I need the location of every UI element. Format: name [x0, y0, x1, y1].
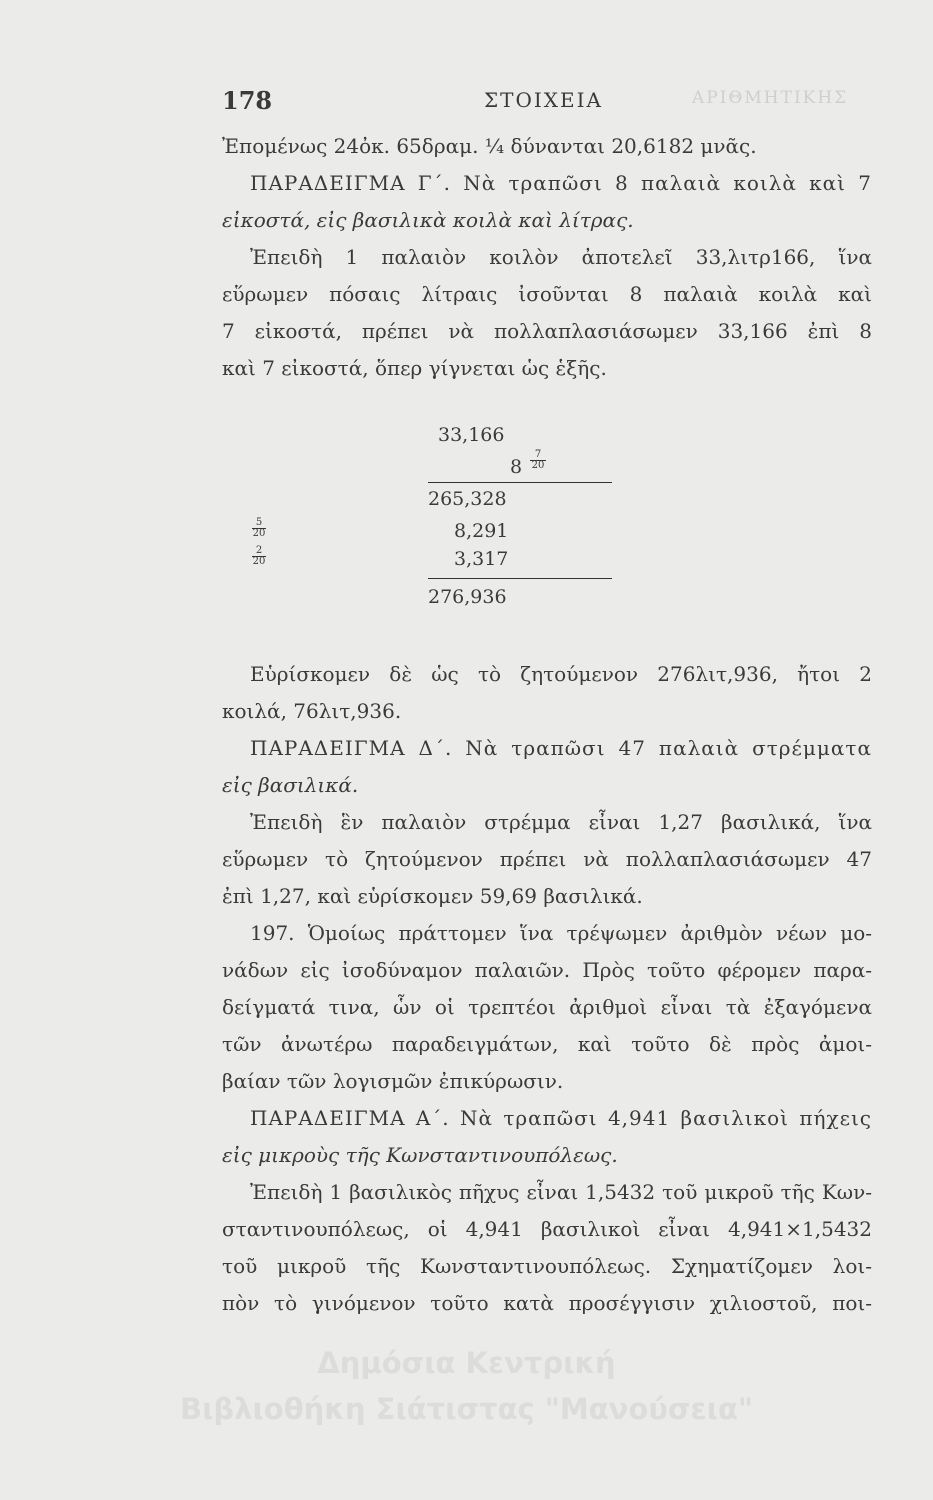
text-line: δείγματά τινα, ὧν οἱ τρεπτέοι ἀριθμοὶ εἶναι τὰ ἐξαγόμενα: [222, 995, 872, 1019]
side-fraction-1: [252, 518, 266, 539]
library-watermark-line-2: Βιβλιοθήκη Σιάτιστας "Μανούσεια": [179, 1392, 753, 1426]
text-line: εὕρωμεν πόσαις λίτραις ἰσοῦνται 8 παλαιὰ κοιλὰ καὶ: [222, 282, 872, 306]
fraction-denominator: 20: [252, 528, 266, 539]
text-line: κοιλά, 76λιτ,936.: [222, 699, 402, 723]
text-line: πὸν τὸ γινόμενον τοῦτο κατὰ προσέγγισιν χιλιοστοῦ, ποι-: [222, 1291, 872, 1315]
text-block-top: [222, 128, 872, 387]
example-heading-a: ΠΑΡΑΔΕΙΓΜΑ Α΄. Νὰ τραπῶσι 4,941 βασιλικοὶ πήχεις: [250, 1106, 872, 1130]
section-197-start: 197. Ὁμοίως πράττομεν ἵνα τρέψωμεν ἀριθμὸν νέων μο-: [250, 921, 872, 945]
text-line: ἐπὶ 1,27, καὶ εὑρίσκομεν 59,69 βασιλικά.: [222, 884, 643, 908]
fraction-numerator: 2: [255, 545, 263, 556]
text-line: εὕρωμεν τὸ ζητούμενον πρέπει νὰ πολλαπλασιάσωμεν 47: [222, 847, 872, 871]
text-line: Ἐπειδὴ 1 βασιλικὸς πῆχυς εἶναι 1,5432 τοῦ μικροῦ τῆς Κων-: [250, 1180, 872, 1204]
running-title: ΣΤΟΙΧΕΙΑ: [484, 88, 603, 112]
text-line: τοῦ μικροῦ τῆς Κωνσταντινουπόλεως. Σχηματίζομεν λοι-: [222, 1254, 872, 1278]
multiplication-calculation: [222, 420, 872, 640]
total-product: 276,936: [428, 586, 507, 608]
side-fraction-2: [252, 546, 266, 567]
library-watermark-line-1: Δημόσια Κεντρική: [317, 1346, 616, 1380]
text-line: εἰς μικροὺς τῆς Κωνσταντινουπόλεως.: [222, 1143, 618, 1167]
text-line: Εὑρίσκομεν δὲ ὡς τὸ ζητούμενον 276λιτ,936, ἤτοι 2: [250, 662, 872, 686]
text-line: εἰκοστά, εἰς βασιλικὰ κοιλὰ καὶ λίτρας.: [222, 208, 634, 232]
fraction-denominator: 20: [531, 460, 545, 471]
example-heading-c: ΠΑΡΑΔΕΙΓΜΑ Γ΄. Νὰ τραπῶσι 8 παλαιὰ κοιλὰ καὶ 7: [250, 171, 872, 195]
text-line: καὶ 7 εἰκοστά, ὅπερ γίγνεται ὡς ἑξῆς.: [222, 356, 607, 380]
fraction-denominator: 20: [252, 556, 266, 567]
page-number: 178: [222, 86, 273, 115]
rule-line: [428, 578, 612, 579]
running-header: [222, 86, 872, 122]
bleed-through-text: ΑΡΙΘΜΗΤΙΚΗΣ: [692, 88, 849, 108]
text-line: Ἐπομένως 24ὀκ. 65δραμ. ¼ δύνανται 20,6182 μνᾶς.: [222, 134, 757, 158]
text-line: Ἐπειδὴ 1 παλαιὸν κοιλὸν ἀποτελεῖ 33,λιτρ166, ἵνα: [250, 245, 872, 269]
fraction-numerator: 7: [534, 449, 542, 460]
rule-line: [428, 482, 612, 483]
multiplier-fraction: [530, 450, 546, 471]
partial-product-1: 265,328: [428, 488, 507, 510]
partial-product-3: 3,317: [454, 548, 509, 570]
example-heading-d: ΠΑΡΑΔΕΙΓΜΑ Δ΄. Νὰ τραπῶσι 47 παλαιὰ στρέμματα: [250, 736, 872, 760]
text-line: νάδων εἰς ἰσοδύναμον παλαιῶν. Πρὸς τοῦτο φέρομεν παρα-: [222, 958, 872, 982]
multiplier-whole: 8: [510, 456, 523, 478]
text-line: εἰς βασιλικά.: [222, 773, 359, 797]
fraction-numerator: 5: [255, 517, 263, 528]
text-line: 7 εἰκοστά, πρέπει νὰ πολλαπλασιάσωμεν 33,166 ἐπὶ 8: [222, 319, 872, 343]
partial-product-2: 8,291: [454, 520, 509, 542]
text-line: βαίαν τῶν λογισμῶν ἐπικύρωσιν.: [222, 1069, 564, 1093]
text-line: τῶν ἀνωτέρω παραδειγμάτων, καὶ τοῦτο δὲ πρὸς ἀμοι-: [222, 1032, 872, 1056]
multiplicand: 33,166: [438, 424, 505, 446]
text-block-bottom: [222, 656, 872, 1322]
text-line: Ἐπειδὴ ἓν παλαιὸν στρέμμα εἶναι 1,27 βασιλικά, ἵνα: [250, 810, 872, 834]
text-line: σταντινουπόλεως, οἱ 4,941 βασιλικοὶ εἶναι 4,941×1,5432: [222, 1217, 872, 1241]
